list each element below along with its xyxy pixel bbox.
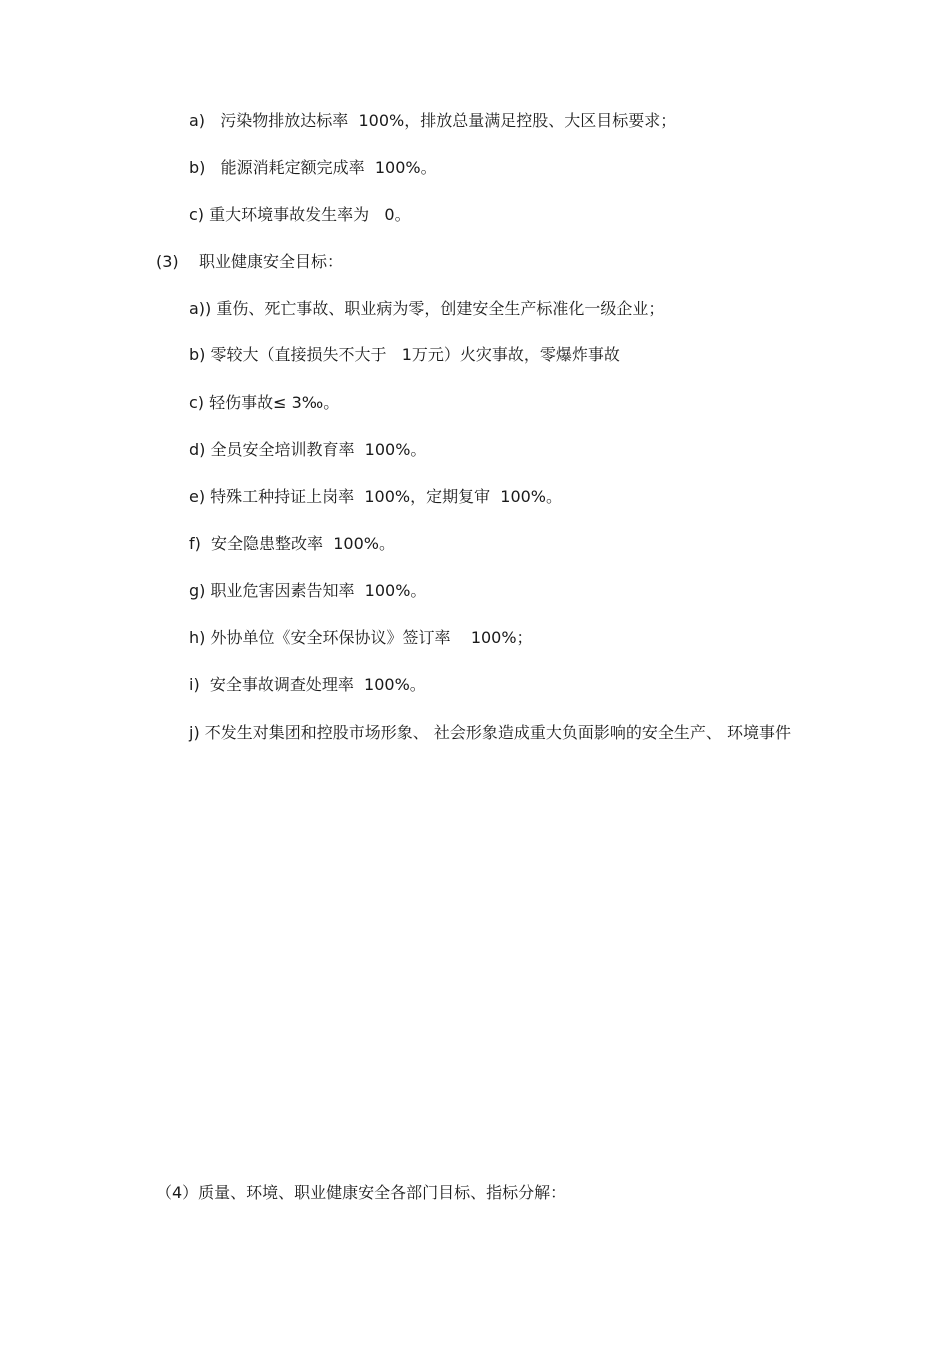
ohs-item-d: d) 全员安全培训教育率 100%。 [189,440,427,459]
ohs-item-h: h) 外协单位《安全环保协议》签订率 100%； [189,628,533,647]
ohs-heading: (3) 职业健康安全目标： [156,252,344,271]
ohs-item-j: j) 不发生对集团和控股市场形象、 社会形象造成重大负面影响的安全生产、 环境事件 [189,723,791,742]
env-item-a: a) 污染物排放达标率 100%，排放总量满足控股、大区目标要求； [189,111,677,130]
ohs-item-b: b) 零较大（直接损失不大于 1万元）火灾事故，零爆炸事故 [189,345,620,364]
ohs-item-c: c) 轻伤事故≤ 3‰。 [189,393,340,412]
ohs-item-a: a)) 重伤、死亡事故、职业病为零，创建安全生产标准化一级企业； [189,299,665,318]
ohs-item-e: e) 特殊工种持证上岗率 100%，定期复审 100%。 [189,487,563,506]
env-item-c: c) 重大环境事故发生率为 0。 [189,205,411,224]
ohs-item-i: i) 安全事故调查处理率 100%。 [189,675,426,694]
section-4-heading: （4）质量、环境、职业健康安全各部门目标、指标分解： [156,1183,567,1202]
ohs-item-g: g) 职业危害因素告知率 100%。 [189,581,427,600]
ohs-item-f: f) 安全隐患整改率 100%。 [189,534,395,553]
env-item-b: b) 能源消耗定额完成率 100%。 [189,158,437,177]
